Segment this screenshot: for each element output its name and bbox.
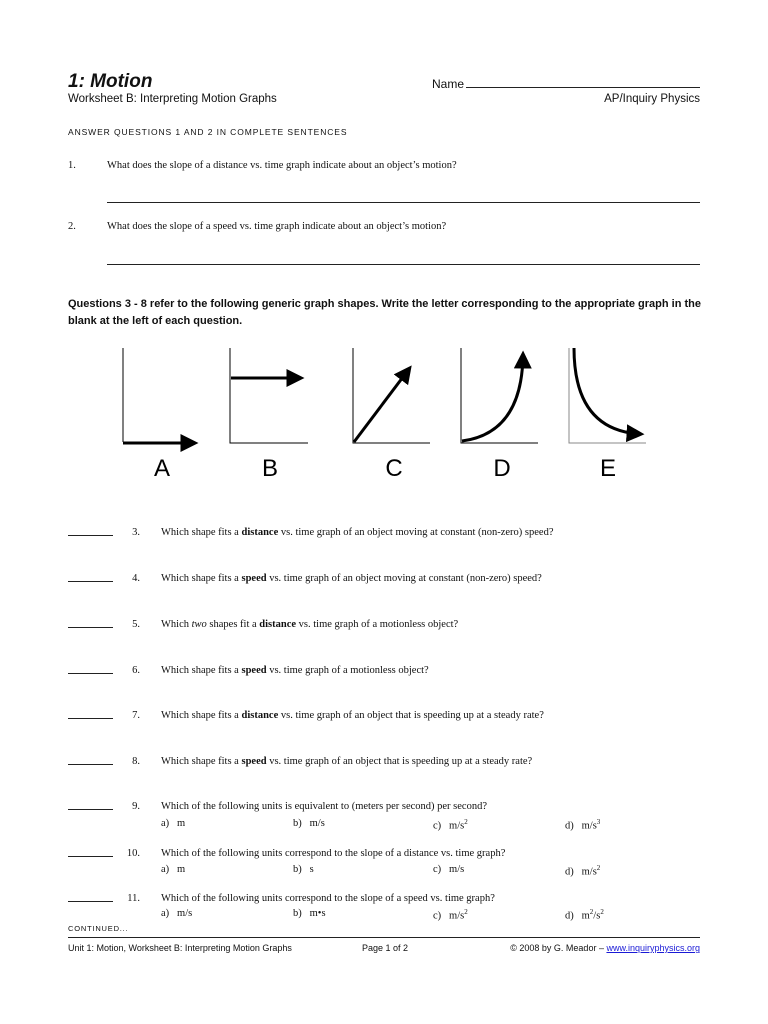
footer-divider: [68, 937, 700, 938]
answer-blank-7[interactable]: [68, 718, 113, 719]
question-11-number: 11.: [127, 893, 140, 904]
graph-label-a: A: [153, 455, 171, 482]
question-2-number: 2.: [68, 221, 76, 232]
question-9-option-c: c) $m/s^2$: [433, 818, 468, 832]
answer-blank-6[interactable]: [68, 673, 113, 674]
question-7-text: Which shape fits a distance vs. time graph of an object that is speeding up at a steady rate?: [161, 710, 544, 721]
graph-d: [461, 348, 538, 443]
graph-label-e: E: [599, 455, 617, 482]
question-3-text: Which shape fits a distance vs. time graph of an object moving at constant (non-zero) speed?: [161, 527, 554, 538]
question-10-option-a: a) m: [161, 864, 186, 875]
instructions-complete-sentences: ANSWER QUESTIONS 1 AND 2 IN COMPLETE SENTENCES: [68, 127, 348, 137]
answer-blank-5[interactable]: [68, 627, 113, 628]
question-7-number: 7.: [132, 710, 140, 721]
course-name: AP/Inquiry Physics: [604, 93, 700, 105]
question-9-number: 9.: [132, 801, 140, 812]
question-3-number: 3.: [132, 527, 140, 538]
question-10-option-d: d) $m/s^2$: [565, 864, 601, 878]
footer-website-link[interactable]: www.inquiryphysics.org: [606, 943, 700, 953]
question-5-text: Which two shapes fit a distance vs. time graph of a motionless object?: [161, 619, 459, 630]
question-10-text: Which of the following units correspond to the slope of a distance vs. time graph?: [161, 848, 506, 859]
graph-instructions: Questions 3 - 8 refer to the following generic graph shapes. Write the letter corresponding to the appropriate graph in the blank at the left of each question.: [68, 298, 701, 327]
answer-blank-4[interactable]: [68, 581, 113, 582]
question-11-option-a: a) m/s: [161, 908, 193, 919]
name-label: Name: [432, 77, 465, 91]
question-11-option-c: c) $m/s^2$: [433, 908, 468, 922]
footer-right: © 2008 by G. Meador – www.inquiryphysics.org: [510, 943, 700, 953]
answer-blank-3[interactable]: [68, 535, 113, 536]
question-10-option-b: b) s: [293, 864, 314, 875]
graph-label-b: B: [261, 455, 279, 482]
footer-left: Unit 1: Motion, Worksheet B: Interpreting Motion Graphs: [68, 943, 292, 953]
worksheet-title: 1: Motion: [68, 71, 153, 92]
graph-e: [569, 348, 646, 443]
answer-blank-8[interactable]: [68, 764, 113, 765]
question-8-text: Which shape fits a speed vs. time graph of an object that is speeding up at a steady rate?: [161, 756, 533, 767]
question-4-number: 4.: [132, 573, 140, 584]
question-6-number: 6.: [132, 665, 140, 676]
worksheet-subtitle: Worksheet B: Interpreting Motion Graphs: [68, 93, 277, 105]
answer-blank-10[interactable]: [68, 856, 113, 857]
question-10-option-c: c) m/s: [433, 864, 465, 875]
graph-label-d: D: [493, 455, 511, 482]
question-9-option-b: b) m/s: [293, 818, 325, 829]
question-5-number: 5.: [132, 619, 140, 630]
graph-b: [230, 348, 308, 443]
question-9-text: Which of the following units is equivalent to (meters per second) per second?: [161, 801, 487, 812]
question-9-option-d: d) $m/s^3$: [565, 818, 601, 832]
graph-a: [123, 348, 194, 443]
question-9-option-a: a) m: [161, 818, 186, 829]
question-1-text: What does the slope of a distance vs. time graph indicate about an object’s motion?: [107, 160, 457, 171]
question-11-text: Which of the following units correspond to the slope of a speed vs. time graph?: [161, 893, 495, 904]
continued-note: CONTINUED...: [68, 924, 129, 933]
question-6-text: Which shape fits a speed vs. time graph of a motionless object?: [161, 665, 429, 676]
question-10-number: 10.: [126, 848, 140, 859]
question-1-number: 1.: [68, 160, 76, 171]
footer-page-number: Page 1 of 2: [362, 943, 409, 953]
question-2-text: What does the slope of a speed vs. time graph indicate about an object’s motion?: [107, 221, 447, 232]
answer-blank-9[interactable]: [68, 809, 113, 810]
graph-shapes: [0, 0, 768, 500]
question-11-option-b: b) m•s: [293, 908, 326, 919]
question-11-option-d: d) $m^2/s^2$: [565, 908, 604, 922]
graph-c: [353, 348, 430, 443]
question-4-text: Which shape fits a speed vs. time graph of an object moving at constant (non-zero) speed?: [161, 573, 542, 584]
answer-blank-11[interactable]: [68, 901, 113, 902]
question-8-number: 8.: [132, 756, 140, 767]
graph-label-c: C: [385, 455, 403, 482]
